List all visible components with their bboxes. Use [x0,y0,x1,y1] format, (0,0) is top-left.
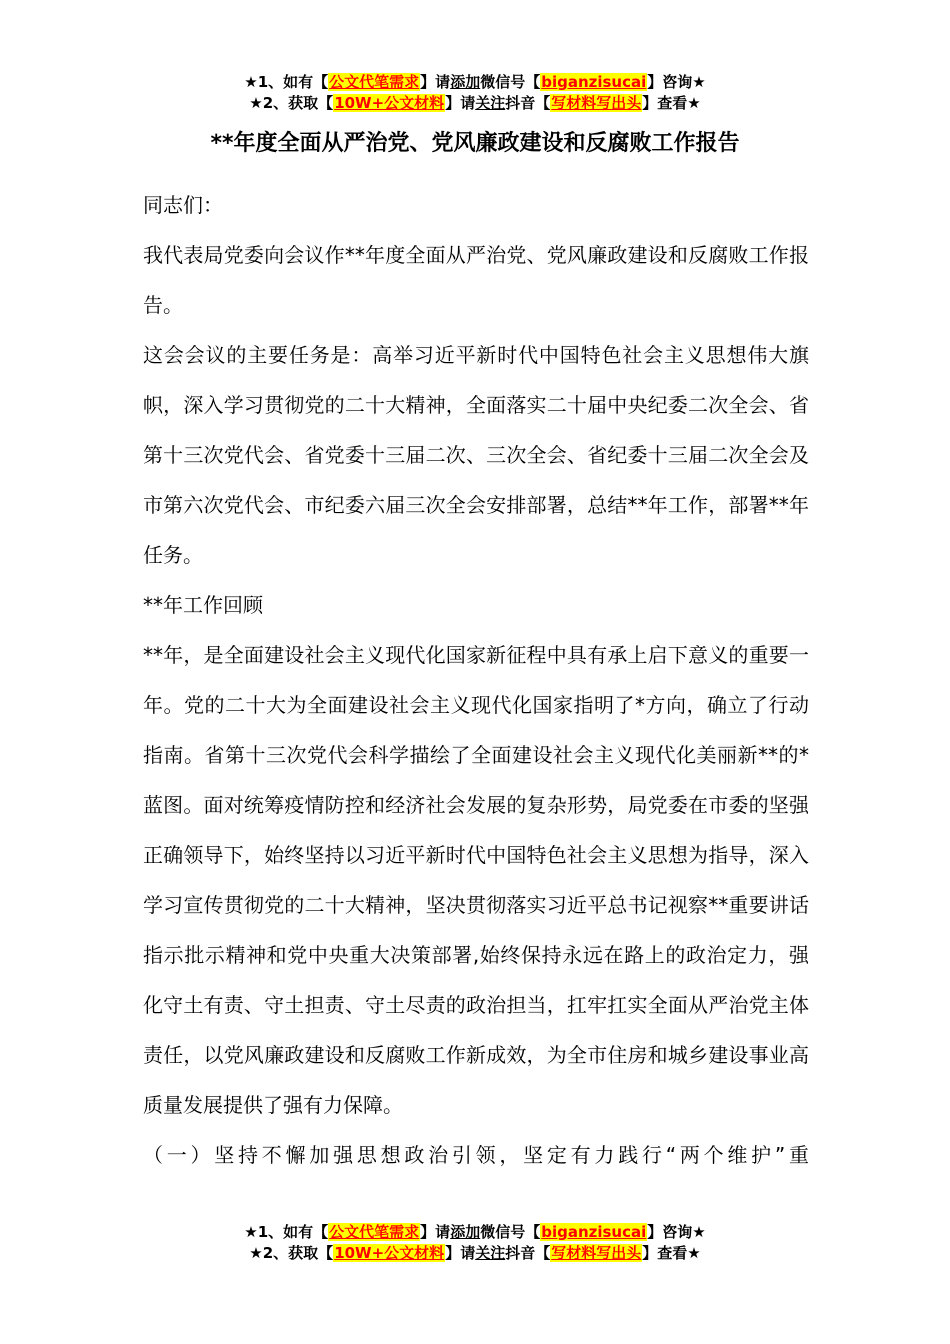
document-body [143,180,809,1180]
douyin-account: 写材料写出头 [551,94,642,112]
douyin-account: 写材料写出头 [551,1244,642,1262]
highlight-text: 10W+公文材料 [334,94,445,112]
paragraph: **年，是全面建设社会主义现代化国家新征程中具有承上启下意义的重要一年。党的二十大为全面建设社会主义现代化国家指明了*方向，确立了行动指南。省第十三次党代会科学描绘了全面建设社会主义现代化美丽新**的*蓝图。面对统筹疫情防控和经济社会发展的复杂形势，局党委在市委的坚强正确领导下，始终坚持以习近平新时代中国特色社会主义思想为指导，深入学习宣传贯彻党的二十大精神，坚决贯彻落实习近平总书记视察**重要讲话指示批示精神和党中央重大决策部署,始终保持永远在路上的政治定力，强化守土有责、守土担责、守土尽责的政治担当，扛牢扛实全面从严治党主体责任，以党风廉政建设和反腐败工作新成效，为全市住房和城乡建设事业高质量发展提供了强有力保障。 [143,643,809,1117]
salutation: 同志们： [143,193,223,217]
bottom-banner [0,1222,950,1264]
top-banner [0,72,950,114]
banner-line-1: ★1、如有【公文代笔需求】请添加微信号【biganzisucai】咨询★ [244,73,706,91]
section-heading: **年工作回顾 [143,593,263,617]
paragraph: 我代表局党委向会议作**年度全面从严治党、党风廉政建设和反腐败工作报告。 [143,243,809,317]
wechat-id: biganzisucai [541,1223,647,1241]
banner-line-2: ★2、获取【10W+公文材料】请关注抖音【写材料写出头】查看★ [249,1244,701,1262]
highlight-text: 公文代笔需求 [329,73,420,91]
paragraph: 这会会议的主要任务是：高举习近平新时代中国特色社会主义思想伟大旗帜，深入学习贯彻党的二十大精神，全面落实二十届中央纪委二次全会、省第十三次党代会、省党委十三届二次、三次全会、省纪委十三届二次全会及市第六次党代会、市纪委六届三次全会安排部署，总结**年工作，部署**年任务。 [143,343,809,567]
wechat-id: biganzisucai [541,73,647,91]
highlight-text: 公文代笔需求 [329,1223,420,1241]
highlight-text: 10W+公文材料 [334,1244,445,1262]
banner-line-2: ★2、获取【10W+公文材料】请关注抖音【写材料写出头】查看★ [249,94,701,112]
document-title: **年度全面从严治党、党风廉政建设和反腐败工作报告 [210,131,740,156]
banner-line-1: ★1、如有【公文代笔需求】请添加微信号【biganzisucai】咨询★ [244,1223,706,1241]
subsection-heading: （一）坚持不懈加强思想政治引领，坚定有力践行“两个维护”重 [143,1143,809,1167]
